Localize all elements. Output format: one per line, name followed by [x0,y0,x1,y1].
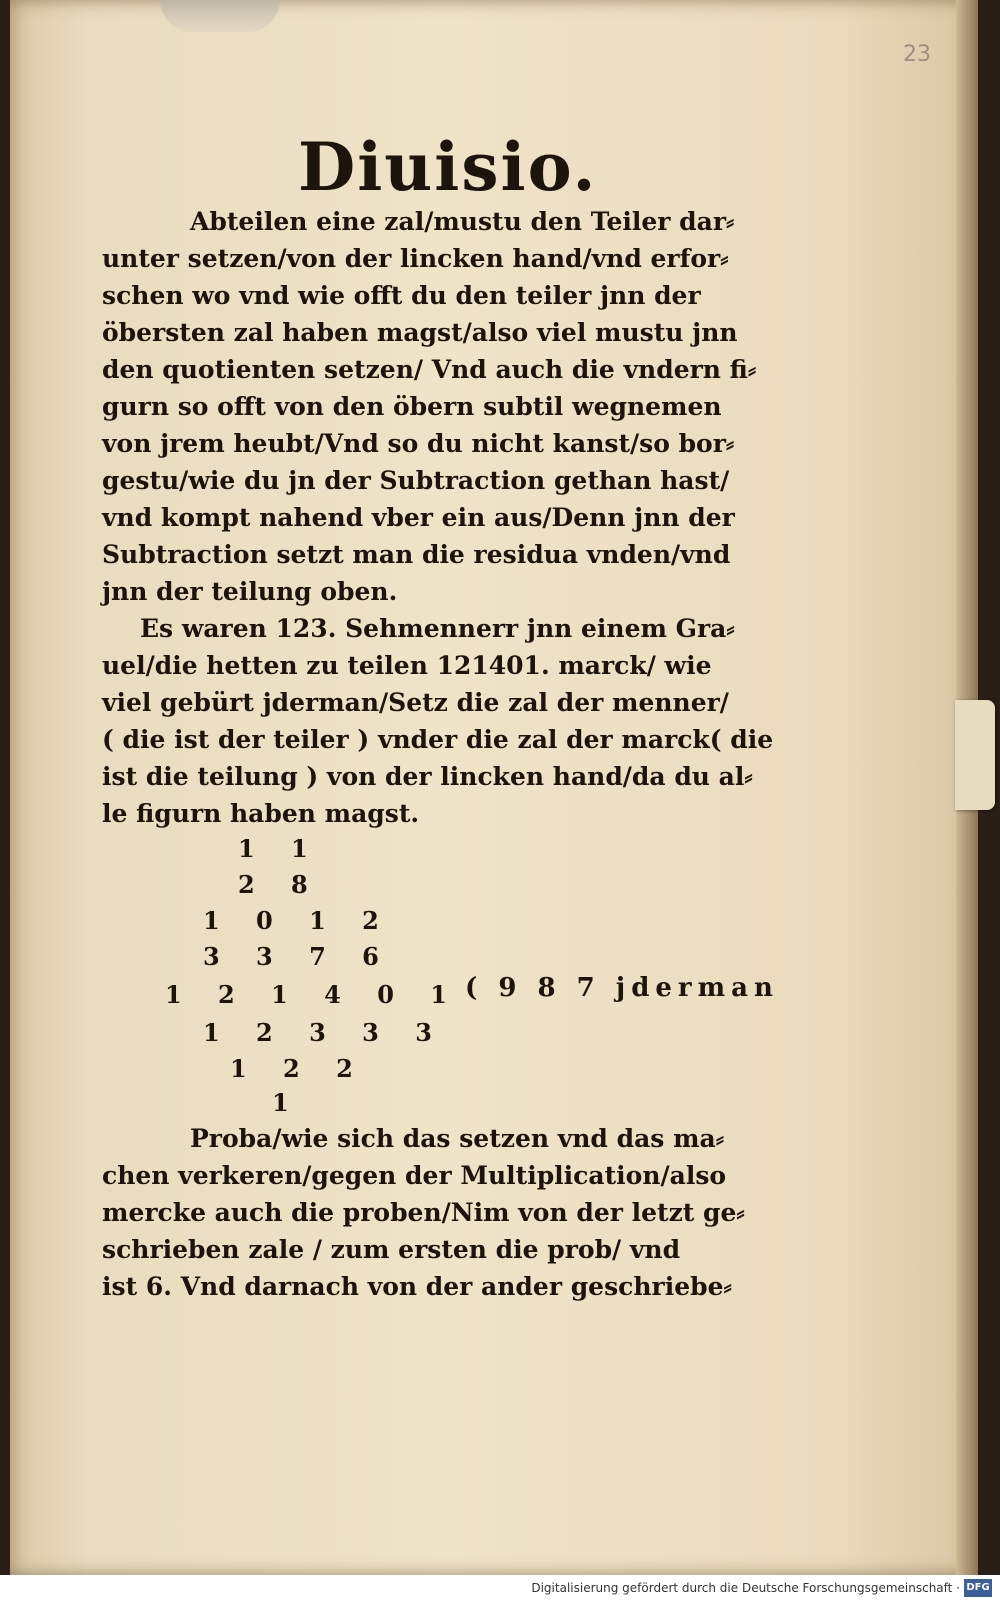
text-line: le figurn haben magst. [102,799,420,828]
calc-row: 1 1 [238,834,322,863]
text-line: unter setzen/von der lincken hand/vnd erfor⸗ [102,244,729,273]
calc-row: 2 8 [238,870,322,899]
calc-row: 1 2 1 4 0 1 [165,980,461,1009]
text-line: Proba/wie sich das setzen vnd das ma⸗ [190,1124,725,1153]
calc-row: 1 [272,1088,303,1117]
calc-row: 1 0 1 2 [203,906,393,935]
page-tab-marker [955,700,995,810]
text-line: jnn der teilung oben. [102,577,398,606]
folio-number: 23 [903,42,931,67]
text-line: Es waren 123. Sehmennerr jnn einem Gra⸗ [140,614,735,643]
page-title: Diuisio. [298,128,598,206]
text-line: ist 6. Vnd darnach von der ander geschriebe⸗ [102,1272,732,1301]
text-line: Abteilen eine zal/mustu den Teiler dar⸗ [190,207,735,236]
footer-credit: Digitalisierung gefördert durch die Deutsche Forschungsgemeinschaft · [531,1581,960,1595]
text-line: öbersten zal haben magst/also viel mustu jnn [102,318,738,347]
text-line: schen wo vnd wie offt du den teiler jnn der [102,281,701,310]
text-line: ist die teilung ) von der lincken hand/da du al⸗ [102,762,753,791]
text-line: gestu/wie du jn der Subtraction gethan hast/ [102,466,730,495]
text-line: chen verkeren/gegen der Multiplication/also [102,1161,727,1190]
text-line: Subtraction setzt man die residua vnden/vnd [102,540,731,569]
paragraph-example [102,610,774,832]
text-line: von jrem heubt/Vnd so du nicht kanst/so bor⸗ [102,429,735,458]
paragraph-division-rule [102,203,762,610]
digitization-footer [0,1575,1000,1603]
calc-result: ( 9 8 7 jderman [465,973,779,1003]
text-line: gurn so offt von den öbern subtil wegnemen [102,392,722,421]
text-line: ( die ist der teiler ) vnder die zal der marck( die [102,725,774,754]
calc-row: 3 3 7 6 [203,942,393,971]
text-line: schrieben zale / zum ersten die prob/ vnd [102,1235,681,1264]
text-line: uel/die hetten zu teilen 121401. marck/ wie [102,651,712,680]
page-clip [160,0,280,32]
text-line: mercke auch die proben/Nim von der letzt ge⸗ [102,1198,745,1227]
calc-row: 1 2 2 [230,1054,367,1083]
text-line: den quotienten setzen/ Vnd auch die vndern fi⸗ [102,355,757,384]
paragraph-proof [102,1120,762,1305]
text-line: vnd kompt nahend vber ein aus/Denn jnn der [102,503,735,532]
book-page [10,0,978,1575]
dfg-logo: DFG [964,1579,992,1597]
calc-row: 1 2 3 3 3 [203,1018,446,1047]
text-line: viel gebürt jderman/Setz die zal der menner/ [102,688,729,717]
